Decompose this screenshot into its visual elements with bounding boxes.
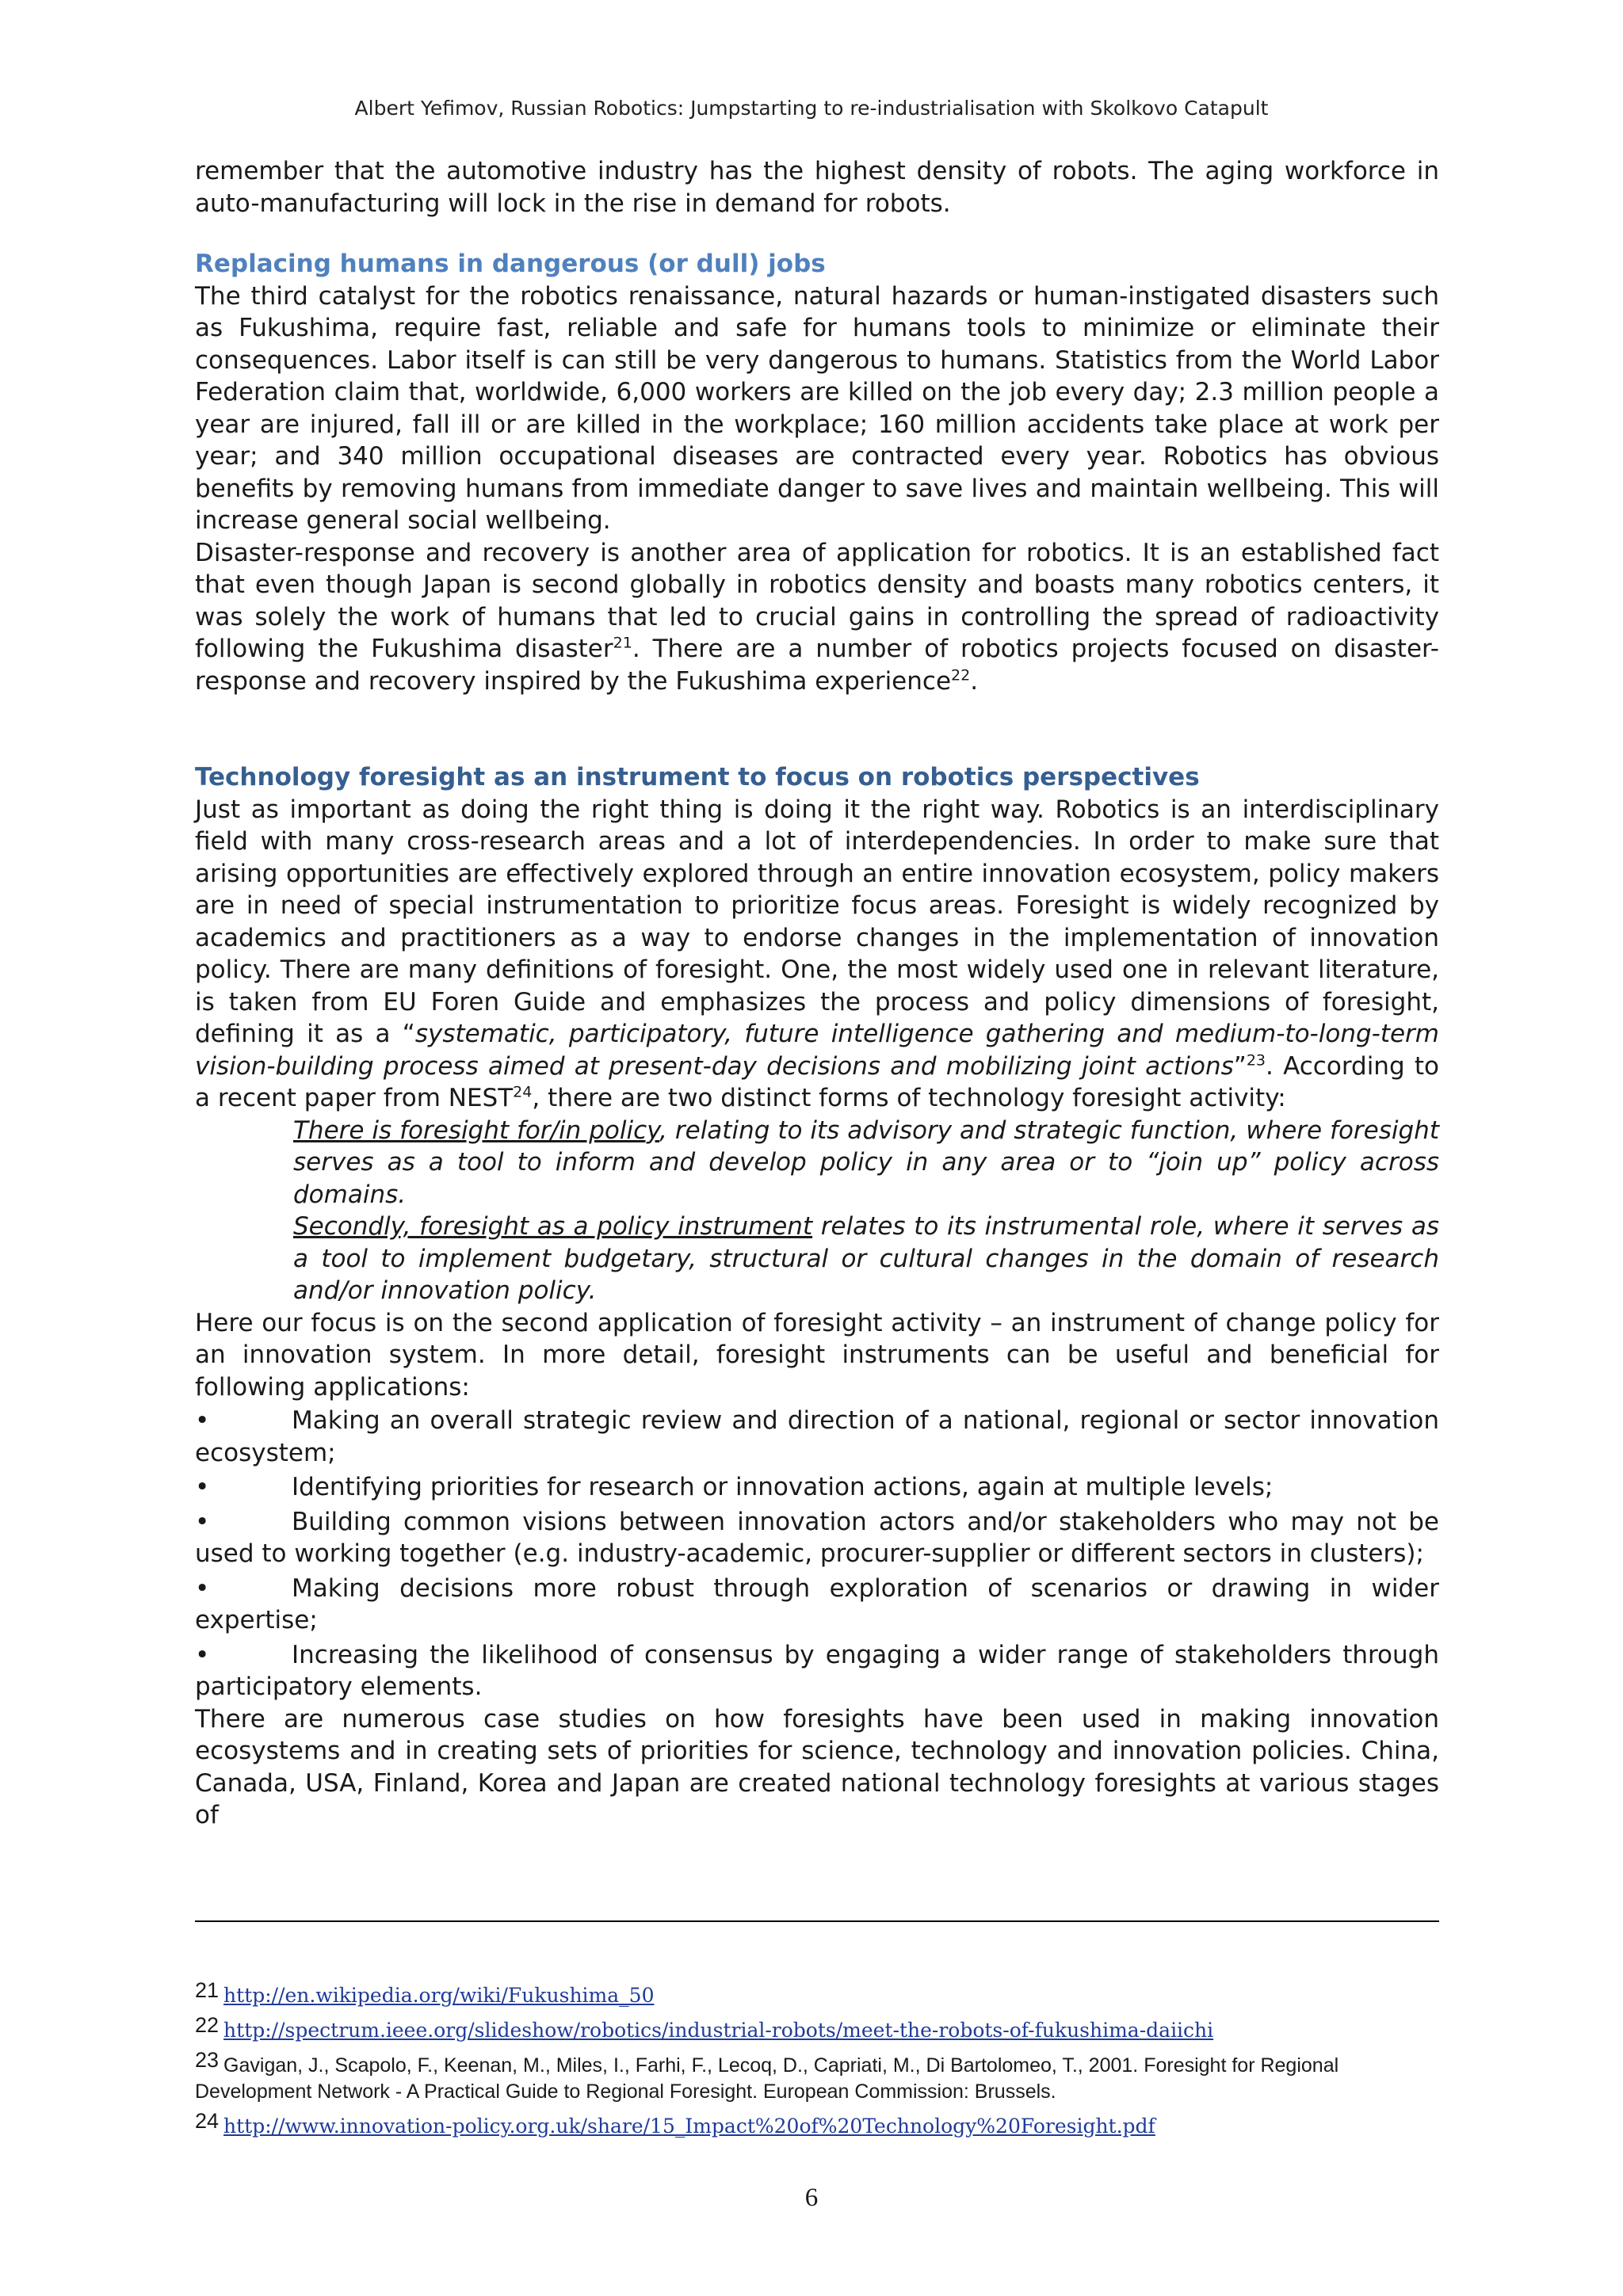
- page-number: 6: [804, 2183, 819, 2212]
- list-item: • Identifying priorities for research or innovation actions, again at multiple levels;: [195, 1471, 1439, 1504]
- footnote-21: 21 http://en.wikipedia.org/wiki/Fukushima_50: [195, 1978, 655, 2007]
- running-header: Albert Yefimov, Russian Robotics: Jumpstarting to re-industrialisation with Skolkovo Catapult: [354, 97, 1269, 120]
- paragraph-intro: remember that the automotive industry has the highest density of robots. The aging workforce in auto-manufacturing will lock in the rise in demand for robots.: [195, 157, 1439, 218]
- footnote-link-21[interactable]: http://en.wikipedia.org/wiki/Fukushima_50: [223, 1984, 655, 2007]
- bullet-icon: •: [195, 1406, 210, 1435]
- footnote-23: 23 Gavigan, J., Scapolo, F., Keenan, M., Miles, I., Farhi, F., Lecoq, D., Capriati, M., Di Bartolomeo, T., 2001. Foresight for Regional Development Network - A Practical Guide to Regional Foresight. European Commission: Brussels.: [195, 2048, 1339, 2103]
- paragraph-second-application: Here our focus is on the second application of foresight activity – an instrument of change policy for an innovation system. In more detail, foresight instruments can be useful and beneficial for following applications:: [195, 1308, 1439, 1402]
- footnote-text-23: Gavigan, J., Scapolo, F., Keenan, M., Miles, I., Farhi, F., Lecoq, D., Capriati, M., Di Bartolomeo, T., 2001. Foresight for Regional Development Network - A Practical Guide to Regional Foresight. European Commission: Brussels.: [195, 2054, 1339, 2103]
- bullet-icon: •: [195, 1640, 210, 1669]
- footnote-separator: [195, 1920, 1439, 1922]
- heading-replacing-humans: Replacing humans in dangerous (or dull) jobs: [195, 250, 826, 278]
- list-item: • Making decisions more robust through exploration of scenarios or drawing in wider expertise;: [195, 1573, 1439, 1634]
- footnote-ref-21[interactable]: 21: [613, 634, 632, 652]
- body-column: [195, 155, 1439, 1832]
- footnote-link-24[interactable]: http://www.innovation-policy.org.uk/share/15_Impact%20of%20Technology%20Foresight.pdf: [223, 2115, 1155, 2138]
- bullet-icon: •: [195, 1507, 210, 1536]
- block-quote-foresight-for-policy: There is foresight for/in policy, relating to its advisory and strategic function, where foresight serves as a tool to inform and develop policy in any area or to “join up” policy across domains.: [293, 1116, 1439, 1209]
- footnotes: [195, 1978, 1439, 2148]
- footnote-ref-22[interactable]: 22: [951, 666, 971, 685]
- list-item: • Building common visions between innovation actors and/or stakeholders who may not be used to working together (e.g. industry-academic, procurer-supplier or different sectors in clusters);: [195, 1507, 1439, 1568]
- paragraph-third-catalyst: The third catalyst for the robotics renaissance, natural hazards or human-instigated disasters such as Fukushima, require fast, reliable and safe for humans tools to minimize or eliminate their consequences. Labor itself is can still be very dangerous to humans. Statistics from the World Labor Federation claim that, worldwide, 6,000 workers are killed on the job every day; 2.3 million people a year are injured, fall ill or are killed in the workplace; 160 million accidents take place at work per year; and 340 million occupational diseases are contracted every year. Robotics has obvious benefits by removing humans from immediate danger to save lives and maintain wellbeing. This will increase general social wellbeing.: [195, 281, 1439, 535]
- paragraph-case-studies: There are numerous case studies on how foresights have been used in making innovation ecosystems and in creating sets of priorities for science, technology and innovation policies. China, Canada, USA, Finland, Korea and Japan are created national technology foresights at various stages of: [195, 1704, 1439, 1829]
- heading-technology-foresight: Technology foresight as an instrument to focus on robotics perspectives: [195, 763, 1200, 791]
- list-item: • Making an overall strategic review and direction of a national, regional or sector innovation ecosystem;: [195, 1406, 1439, 1467]
- block-quote-foresight-as-instrument: Secondly, foresight as a policy instrument relates to its instrumental role, where it serves as a tool to implement budgetary, structural or cultural changes in the domain of research and/or innovation policy.: [293, 1212, 1440, 1305]
- paragraph-disaster-response: Disaster-response and recovery is another area of application for robotics. It is an established fact that even though Japan is second globally in robotics density and boasts many robotics centers, it was solely the work of humans that led to crucial gains in controlling the spread of radioactivity following the Fukushima disaster$^{21}$. There are a number of robotics projects focused on disaster-response and recovery inspired by the Fukushima experience$^{22}$.: [195, 538, 1439, 696]
- footnote-24: 24 http://www.innovation-policy.org.uk/share/15_Impact%20of%20Technology%20Foresight.pdf: [195, 2109, 1155, 2138]
- footnote-link-22[interactable]: http://spectrum.ieee.org/slideshow/robotics/industrial-robots/meet-the-robots-of-fukushima-daiichi: [223, 2019, 1214, 2042]
- bullet-icon: •: [195, 1473, 210, 1501]
- foresight-definition-quote: systematic, participatory, future intelligence gathering and medium-to-long-term vision-building process aimed at present-day decisions and mobilizing joint actions: [195, 1020, 1439, 1081]
- paragraph-foresight-definition: Just as important as doing the right thing is doing it the right way. Robotics is an interdisciplinary field with many cross-research areas and a lot of interdependencies. In order to make sure that arising opportunities are effectively explored through an entire innovation ecosystem, policy makers are in need of special instrumentation to prioritize focus areas. Foresight is widely recognized by academics and practitioners as a way to endorse changes in the implementation of innovation policy. There are many definitions of foresight. One, the most widely used one in relevant literature, is taken from EU Foren Guide and emphasizes the process and policy dimensions of foresight, defining it as a “systematic, participatory, future intelligence gathering and medium-to-long-term vision-building process aimed at present-day decisions and mobilizing joint actions”$^{23}$. According to a recent paper from NEST$^{24}$, there are two distinct forms of technology foresight activity:: [195, 795, 1439, 1112]
- list-item: • Increasing the likelihood of consensus by engaging a wider range of stakeholders through participatory elements.: [195, 1640, 1439, 1701]
- footnote-ref-23[interactable]: 23: [1246, 1051, 1266, 1070]
- footnote-22: 22 http://spectrum.ieee.org/slideshow/robotics/industrial-robots/meet-the-robots-of-fukushima-daiichi: [195, 2013, 1214, 2042]
- bullet-icon: •: [195, 1573, 210, 1603]
- footnote-ref-24[interactable]: 24: [513, 1083, 533, 1101]
